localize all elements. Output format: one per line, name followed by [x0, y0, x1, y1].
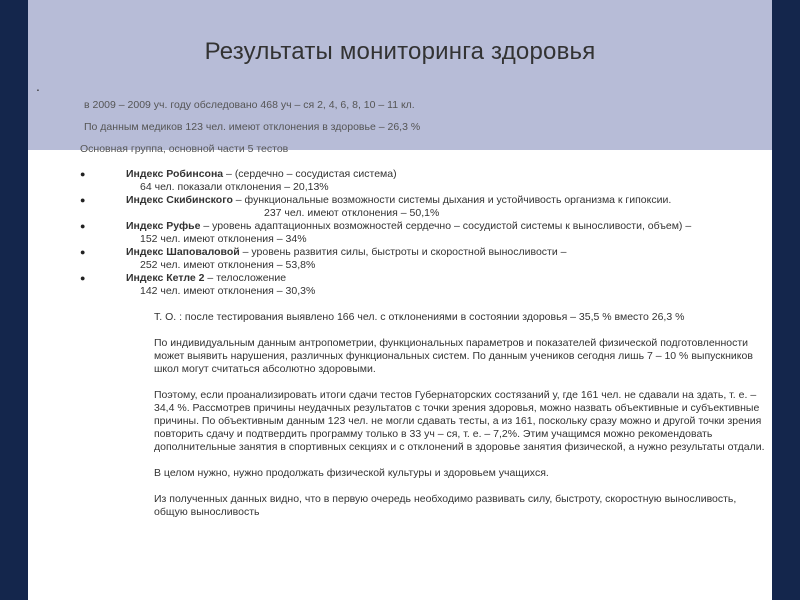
index-desc: – (сердечно – сосудистая система) [223, 168, 397, 180]
summary-paragraph: В целом нужно, нужно продолжать физической культуры и здоровьем учащихся. [154, 467, 549, 479]
index-name: Индекс Руфье [126, 220, 201, 232]
index-desc: – телосложение [204, 272, 287, 284]
right-decor-strip [772, 0, 800, 600]
summary-paragraph: Поэтому, если проанализировать итоги сдачи тестов Губернаторских состязаний у, где 161 чел. не сдавали на здать, т. е. – 34,4 %. Рассмотрев причины неудачных результатов с точки зрения здоровья, можно назвать объективные и субъективные причины. По объективным данным 123 чел. не могли сдавать тесты, а из 161, поскольку сразу можно и другой точки зрения повторить сдачу и подтвердить программу только в 33 уч – ся, т. е. – 7,2%. Этим учащимся можно рекомендовать дополнительные занятия в спортивных секциях и с отклонений в здоровье занятия физической, а нужно результаты отдали. [154, 389, 765, 453]
bullet-icon: ● [80, 273, 86, 283]
bullet-icon: ● [80, 247, 86, 257]
index-name: Индекс Скибинского [126, 194, 233, 206]
index-desc: – функциональные возможности системы дыхания и устойчивость организма к гипоксии. [232, 194, 672, 206]
index-result: 152 чел. имеют отклонения – 34% [140, 233, 307, 245]
index-item [80, 168, 770, 181]
index-desc: – уровень развития силы, быстроты и скоростной выносливости – [239, 246, 567, 258]
intro-line: Основная группа, основной части 5 тестов [80, 143, 289, 155]
intro-block [80, 98, 740, 164]
intro-line: По данным медиков 123 чел. имеют отклонения в здоровье – 26,3 % [84, 121, 421, 133]
bullet-dot: . [36, 78, 40, 94]
summary-paragraph: По индивидуальным данным антропометрии, функциональных параметров и показателей физической подготовленности может выявить нарушения, различных функциональных систем. По данным учеников сегодня лишь 7 – 10 % выпускников школ могут считаться абсолютно здоровыми. [154, 337, 753, 375]
index-result: 252 чел. имеют отклонения – 53,8% [140, 259, 316, 271]
intro-line: в 2009 – 2009 уч. году обследовано 468 уч – ся 2, 4, 6, 8, 10 – 11 кл. [84, 99, 415, 111]
bullet-icon: ● [80, 169, 86, 179]
index-item [80, 272, 770, 285]
bullet-icon: ● [80, 195, 86, 205]
index-result: 237 чел. имеют отклонения – 50,1% [264, 207, 440, 219]
index-item [80, 246, 770, 259]
index-item [80, 194, 770, 207]
content-block [80, 168, 770, 519]
index-name: Индекс Шаповаловой [126, 246, 240, 258]
index-name: Индекс Кетле 2 [126, 272, 205, 284]
index-result: 142 чел. имеют отклонения – 30,3% [140, 285, 316, 297]
summary-paragraph: Из полученных данных видно, что в первую очередь необходимо развивать силу, быстроту, скоростную выносливость, общую выносливость [154, 493, 737, 518]
summary-paragraph: Т. О. : после тестирования выявлено 166 чел. с отклонениями в состоянии здоровья – 35,5 % вместо 26,3 % [154, 311, 685, 323]
bullet-icon: ● [80, 221, 86, 231]
slide-title: Результаты мониторинга здоровья [204, 38, 596, 65]
index-name: Индекс Робинсона [126, 168, 224, 180]
index-item [80, 220, 770, 233]
slide [28, 0, 772, 600]
index-desc: – уровень адаптационных возможностей сердечно – сосудистой системы к выносливости, объем) – [200, 220, 692, 232]
index-result: 64 чел. показали отклонения – 20,13% [140, 181, 329, 193]
left-decor-strip [0, 0, 28, 600]
